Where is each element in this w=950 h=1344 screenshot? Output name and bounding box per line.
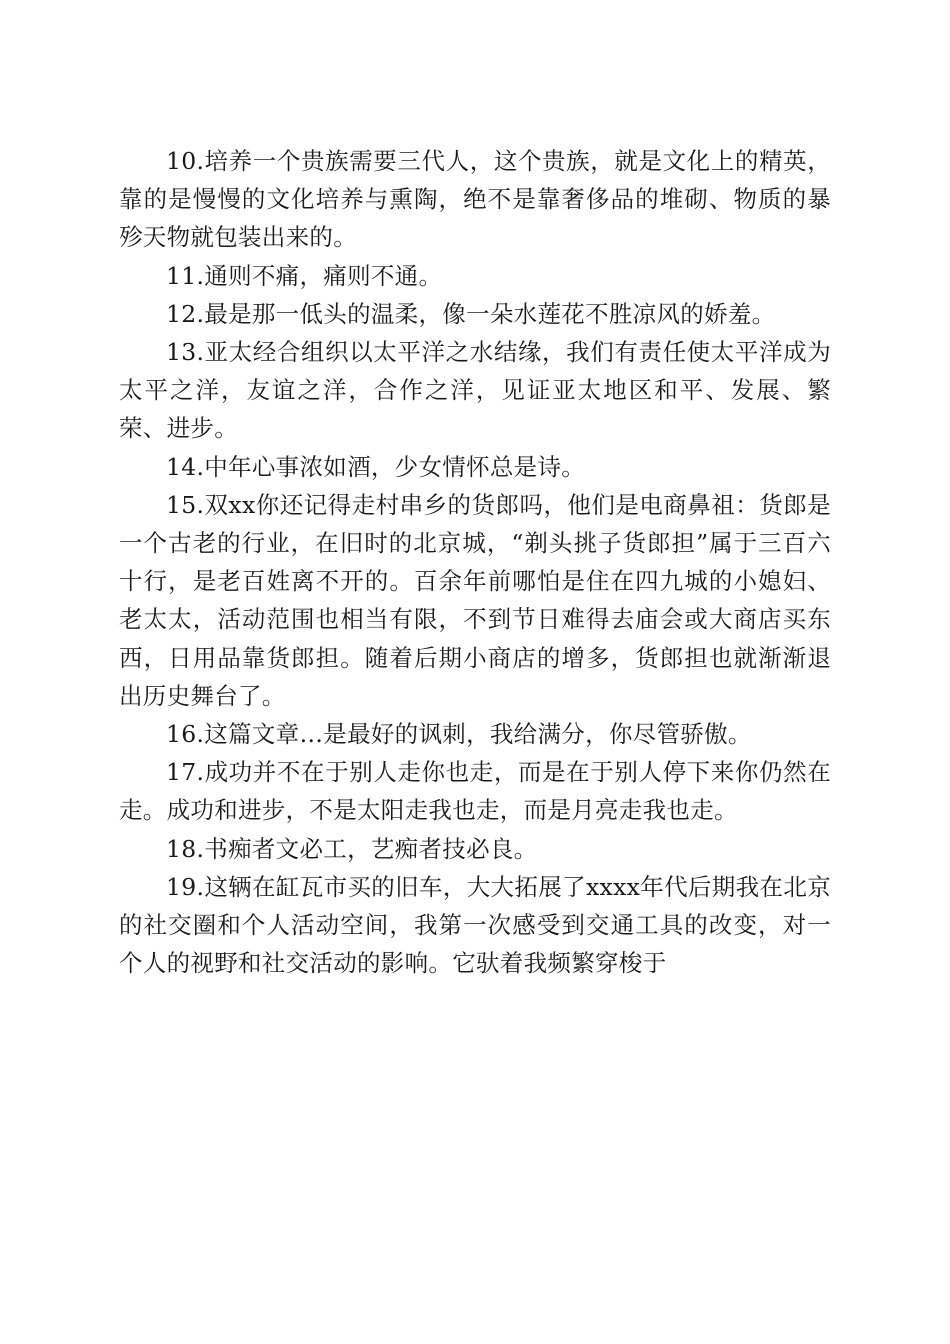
paragraph-11: 11.通则不痛，痛则不通。 <box>166 261 443 290</box>
paragraph-16: 16.这篇文章…是最好的讽刺，我给满分，你尽管骄傲。 <box>166 720 752 749</box>
paragraph-13: 13.亚太经合组织以太平洋之水结缘，我们有责任使太平洋成为太平之洋，友谊之洋，合作之洋，见证亚太地区和平、发展、繁荣、进步。 <box>119 338 831 443</box>
document-body <box>119 142 831 982</box>
paragraph-15: 15.双xx你还记得走村串乡的货郎吗，他们是电商鼻祖：货郎是一个古老的行业，在旧时的北京城，“剃头挑子货郎担”属于三百六十行，是老百姓离不开的。百余年前哪怕是住在四九城的小媳妇、老太太，活动范围也相当有限，不到节日难得去庙会或大商店买东西，日用品靠货郎担。随着后期小商店的增多，货郎担也就渐渐退出历史舞台了。 <box>119 490 831 710</box>
paragraph-19: 19.这辆在缸瓦市买的旧车，大大拓展了xxxx年代后期我在北京的社交圈和个人活动空间，我第一次感受到交通工具的改变，对一个人的视野和社交活动的影响。它驮着我频繁穿梭于 <box>119 872 831 978</box>
paragraph-10: 10.培养一个贵族需要三代人，这个贵族，就是文化上的精英，靠的是慢慢的文化培养与熏陶，绝不是靠奢侈品的堆砌、物质的暴殄天物就包装出来的。 <box>119 147 831 252</box>
paragraph-18: 18.书痴者文必工，艺痴者技必良。 <box>166 834 538 863</box>
paragraph-12: 12.最是那一低头的温柔，像一朵水莲花不胜凉风的娇羞。 <box>166 299 776 328</box>
paragraph-17: 17.成功并不在于别人走你也走，而是在于别人停下来你仍然在走。成功和进步，不是太阳走我也走，而是月亮走我也走。 <box>119 758 831 825</box>
paragraph-14: 14.中年心事浓如酒，少女情怀总是诗。 <box>166 452 586 481</box>
